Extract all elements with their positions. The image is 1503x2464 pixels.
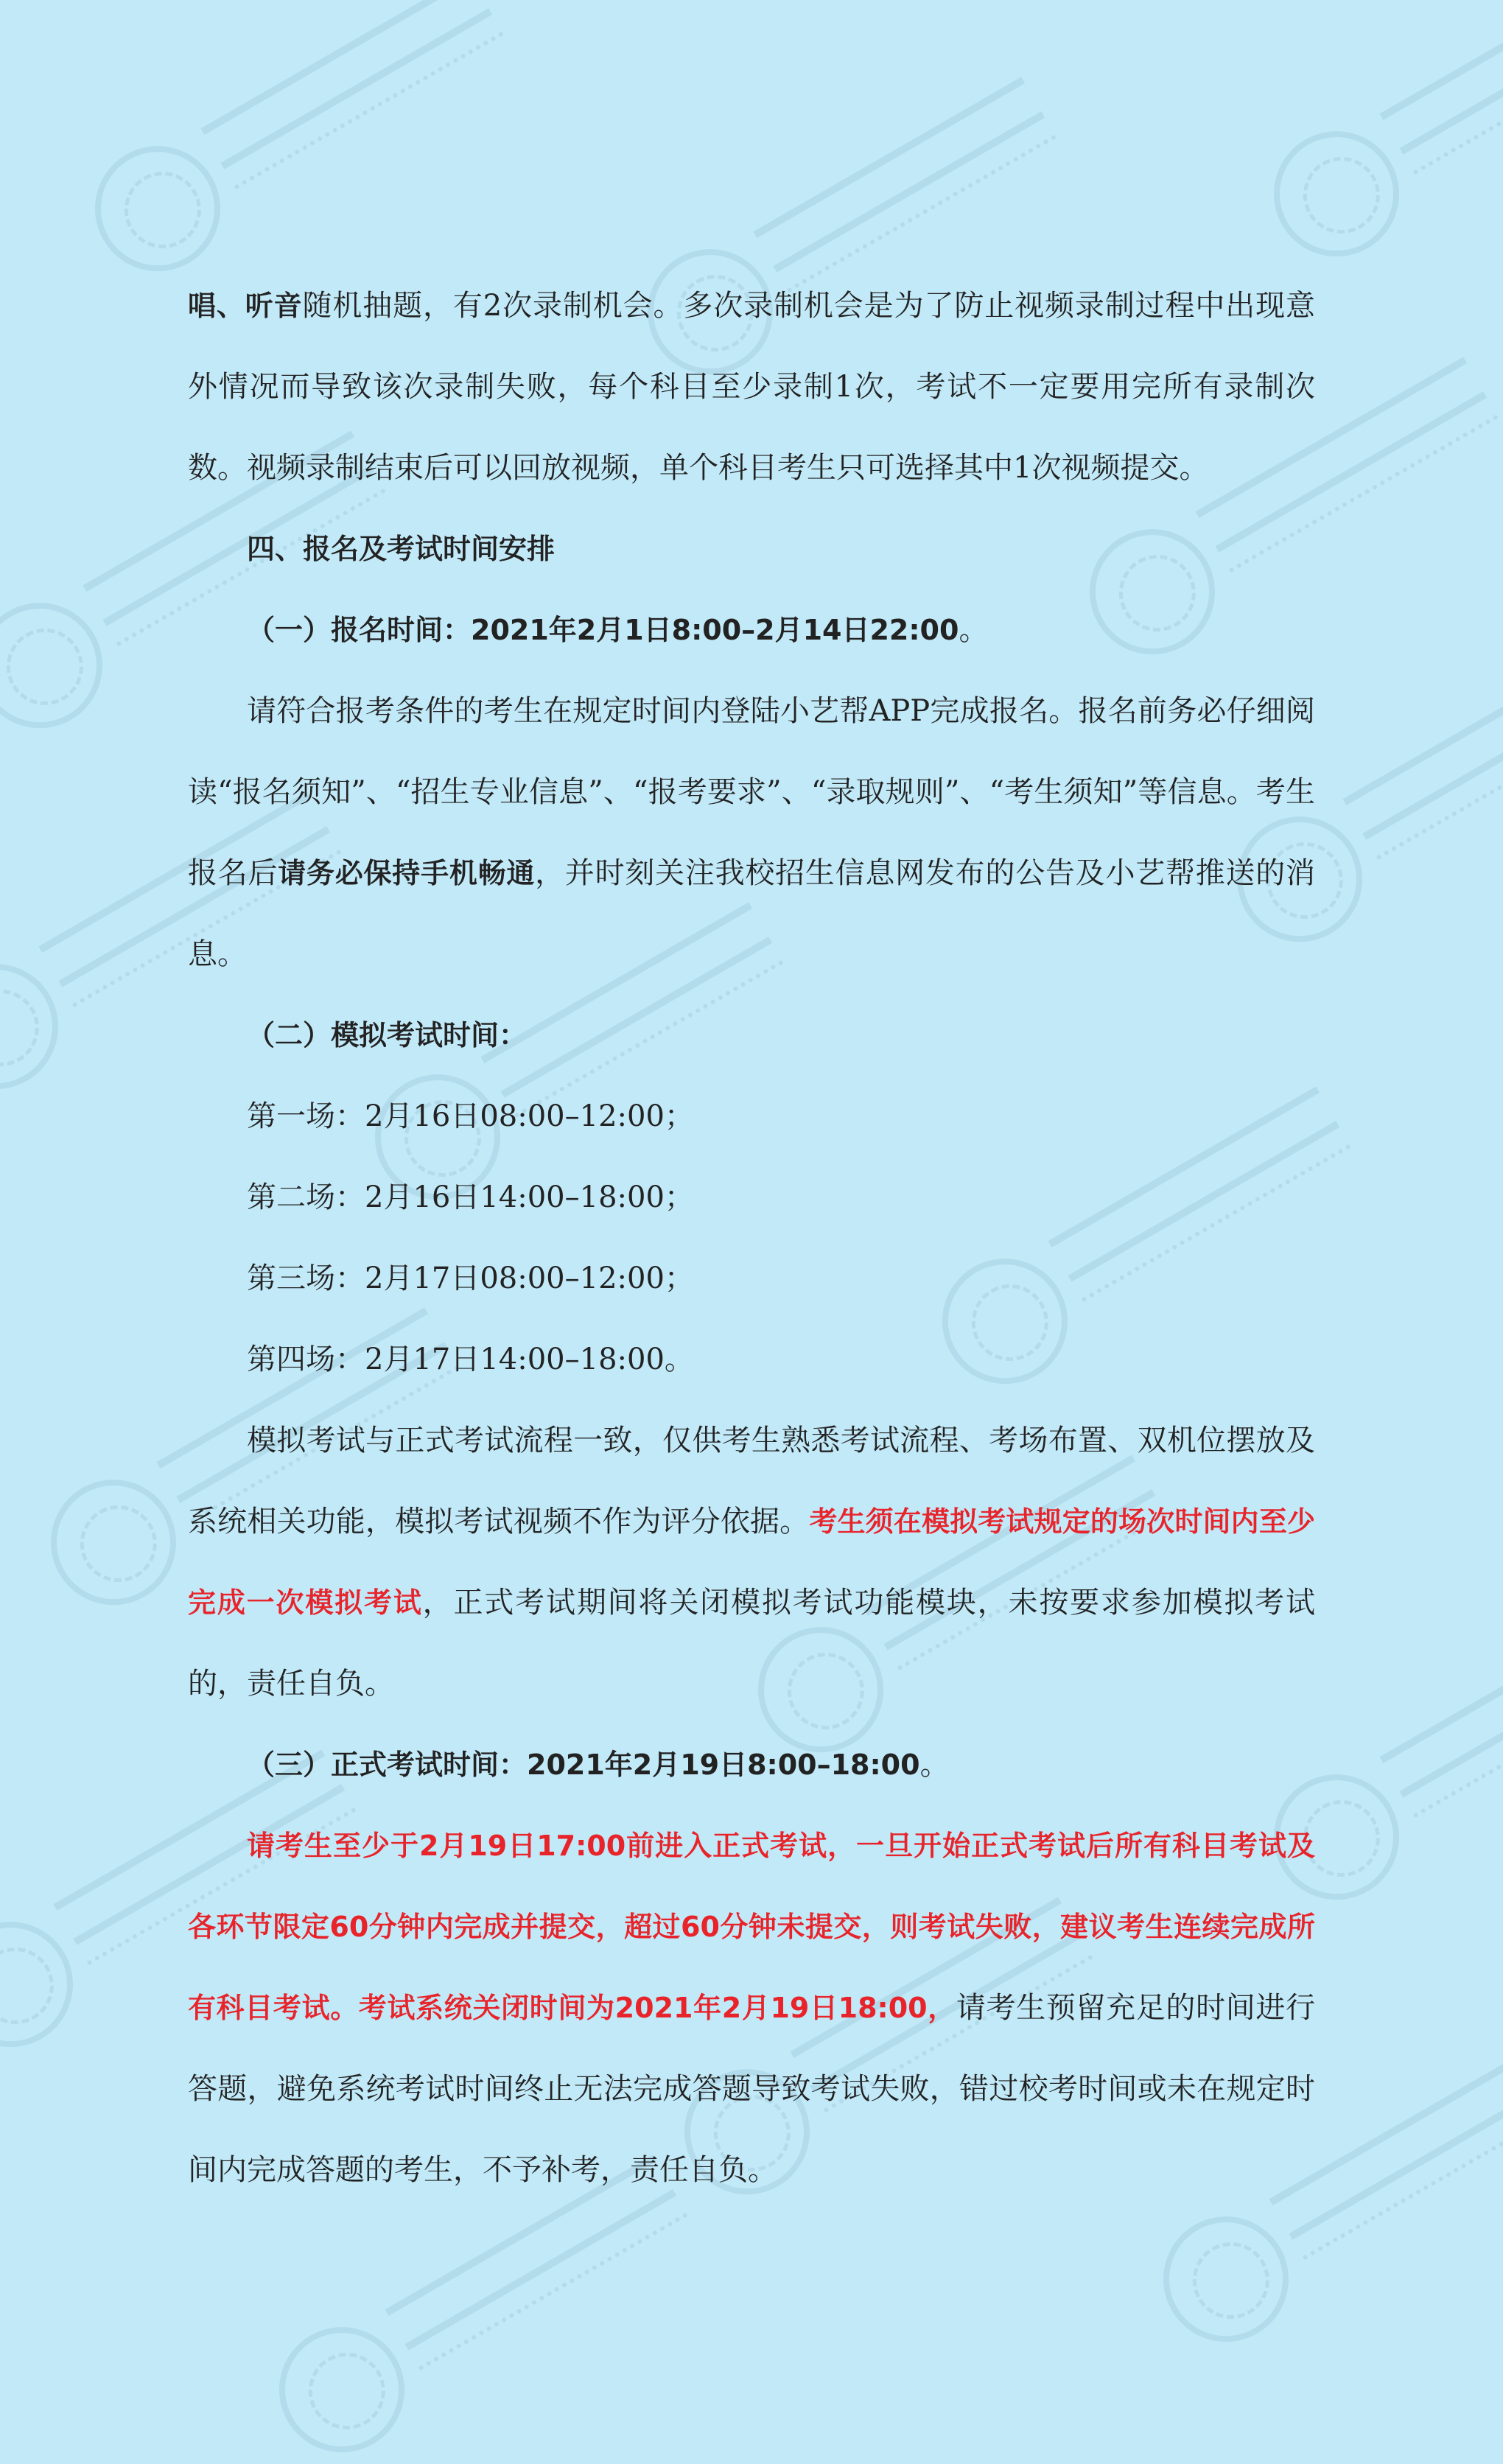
registration-paragraph: [188, 671, 1315, 995]
registration-heading-end: 。: [959, 613, 989, 647]
formal-exam-red-notice: 请考生至少于2月19日17:00前进入正式考试，一旦开始正式考试后所有科目考试及各环节限定60分钟内完成并提交，超过60分钟未提交，则考试失败，建议考生连续完成所有科目考试。考试系统关闭时间为2021年2月19日18:00，: [188, 1830, 1315, 2024]
mock-exam-heading: （二）模拟考试时间：: [247, 1019, 528, 1051]
mock-exam-red-notice: 考生须在模拟考试规定的场次时间内至少完成一次模拟考试: [188, 1505, 1315, 1619]
mock-exam-text-2: ，正式考试期间将关闭模拟考试功能模块，未按要求参加模拟考试的，责任自负。: [188, 1586, 1315, 1701]
registration-heading-line: [188, 589, 1315, 671]
formal-exam-heading-line: [188, 1724, 1315, 1805]
formal-exam-heading-end: 。: [919, 1748, 950, 1782]
mock-session-item: 第四场：2月17日14:00–18:00。: [247, 1343, 694, 1376]
mock-session-item: 第二场：2月16日14:00–18:00；: [247, 1180, 694, 1214]
registration-text-2: ，并时刻关注我校招生信息网发布的公告及小艺帮推送的消息。: [188, 856, 1316, 971]
mock-session-item: 第一场：2月16日08:00–12:00；: [247, 1099, 694, 1133]
mock-session-item: 第三场：2月17日08:00–12:00；: [247, 1261, 694, 1295]
document-body: [188, 265, 1315, 2211]
recording-bold-lead: 唱、听音: [188, 290, 303, 322]
mock-exam-paragraph: [188, 1400, 1315, 1724]
registration-heading: （一）报名时间：2021年2月1日8:00–2月14日22:00: [247, 614, 959, 646]
recording-text: 随机抽题，有2次录制机会。多次录制机会是为了防止视频录制过程中出现意外情况而导致该次录制失败，每个科目至少录制1次，考试不一定要用完所有录制次数。视频录制结束后可以回放视频，单个科目考生只可选择其中1次视频提交。: [188, 289, 1315, 485]
recording-paragraph: [188, 265, 1315, 508]
section-title: 四、报名及考试时间安排: [247, 533, 556, 565]
registration-text-1: 请符合报考条件的考生在规定时间内登陆小艺帮APP完成报名。报名前务必仔细阅读“报名须知”、“招生专业信息”、“报考要求”、“录取规则”、“考生须知”等信息。考生报名后: [188, 694, 1315, 890]
mock-exam-text-1: 模拟考试与正式考试流程一致，仅供考生熟悉考试流程、考场布置、双机位摆放及系统相关功能，模拟考试视频不作为评分依据。: [188, 1424, 1315, 1539]
formal-exam-text: 请考生预留充足的时间进行答题，避免系统考试时间终止无法完成答题导致考试失败，错过校考时间或未在规定时间内完成答题的考生，不予补考，责任自负。: [188, 1991, 1316, 2187]
registration-bold-notice: 请务必保持手机畅通: [278, 857, 536, 889]
formal-exam-heading: （三）正式考试时间：2021年2月19日8:00–18:00: [247, 1749, 920, 1781]
formal-exam-paragraph: [188, 1805, 1315, 2211]
